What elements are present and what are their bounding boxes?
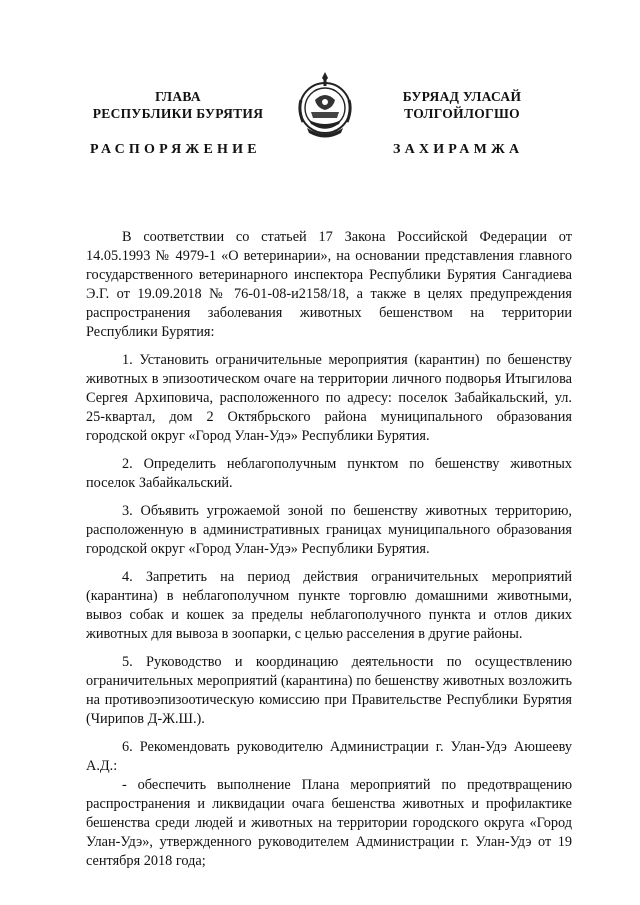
coat-of-arms-icon <box>297 70 353 138</box>
item-1-paragraph: 1. Установить ограничительные мероприятия (карантин) по бешенству животных в эпизоотическом очаге на территории личного подворья Итыгилова Сергея Архиповича, расположенного по адресу: поселок Забайкальский, ул. 25-квартал, дом 2 Октябрьского района муниципального образования городской округ «Город Улан-Удэ» Республики Бурятия. <box>86 352 572 444</box>
item-4-paragraph: 4. Запретить на период действия ограничительных мероприятий (карантина) в неблагополучном пункте торговлю домашними животными, вывоз собак и кошек за пределы неблагополучного пункта и отлов диких животных для вывоза в зоопарки, с целью расселения в другие районы. <box>86 569 572 642</box>
item-3-paragraph: 3. Объявить угрожаемой зоной по бешенству животных территорию, расположенную в административных границах муниципального образования городской округ «Город Улан-Удэ» Республики Бурятия. <box>86 503 572 557</box>
item-2-paragraph: 2. Определить неблагополучным пунктом по бешенству животных поселок Забайкальский. <box>86 456 572 491</box>
header-left-title: ГЛАВА <box>155 89 201 104</box>
item-6-paragraph: 6. Рекомендовать руководителю Администрации г. Улан-Удэ Аюшееву А.Д.: <box>86 739 572 774</box>
preamble-paragraph: В соответствии со статьей 17 Закона Российской Федерации от 14.05.1993 № 4979-1 «О ветеринарии», на основании представления главного государственного ветеринарного инспектора Республики Бурятия Сангадиева Э.Г. от 19.09.2018 № 76-01-08-и2158/18, а также в целях предупреждения распространения заболевания животных бешенством на территории Республики Бурятия: <box>86 229 572 340</box>
document-body <box>86 228 572 871</box>
item-6-subitem-1: - обеспечить выполнение Плана мероприятий по предотвращению распространения и ликвидации очага бешенства животных и профилактике бешенства среди людей и животных на территории городского округа «Город Улан-Удэ», утвержденного руководителем Администрации г. Улан-Удэ от 19 сентября 2018 года; <box>86 777 572 869</box>
item-5-paragraph: 5. Руководство и координацию деятельности по осуществлению ограничительных мероприятий (карантина) по бешенству животных возложить на противоэпизоотическую комиссию при Правительстве Республики Бурятия (Чирипов Д-Ж.Ш.). <box>86 654 572 727</box>
header-right-title: БУРЯАД УЛАСАЙ <box>402 89 522 104</box>
doc-type-buryat: ЗАХИРАМЖА <box>393 142 524 157</box>
doc-type-russian: РАСПОРЯЖЕНИЕ <box>90 142 261 157</box>
header-left <box>68 88 288 122</box>
header-left-subtitle: РЕСПУБЛИКИ БУРЯТИЯ <box>92 106 264 121</box>
header-right <box>362 88 562 122</box>
header-right-subtitle: ТОЛГОЙЛОГШО <box>404 106 520 121</box>
